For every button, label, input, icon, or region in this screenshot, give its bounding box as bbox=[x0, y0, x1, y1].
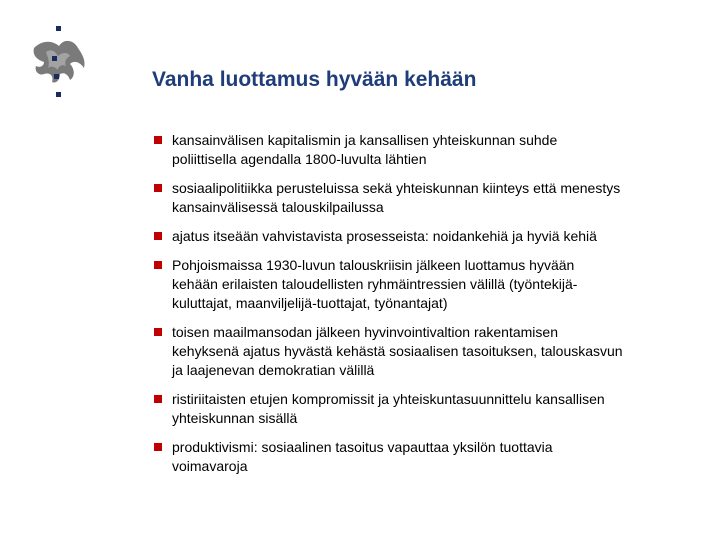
university-of-helsinki-flame-logo-icon bbox=[26, 26, 90, 98]
slide-title: Vanha luottamus hyvään kehään bbox=[152, 68, 477, 91]
bullet-item bbox=[154, 179, 694, 217]
bullet-text: produktivismi: sosiaalinen tasoitus vapauttaa yksilön tuottavia voimavaroja bbox=[172, 439, 553, 474]
bullet-text: toisen maailmansodan jälkeen hyvinvointivaltion rakentamisen kehyksenä ajatus hyvästä kehästä sosiaalisen tasoituksen, talouskasvun ja laajenevan demokratian välillä bbox=[172, 324, 623, 378]
bullet-square-icon bbox=[154, 261, 162, 269]
bullet-square-icon bbox=[154, 136, 162, 144]
bullet-item bbox=[154, 390, 694, 428]
bullet-square-icon bbox=[154, 328, 162, 336]
bullet-text: sosiaalipolitiikka perusteluissa sekä yhteiskunnan kiinteys että menestys kansainvälisessä talouskilpailussa bbox=[172, 180, 621, 215]
bullet-square-icon bbox=[154, 443, 162, 451]
bullet-text: ristiriitaisten etujen kompromissit ja yhteiskuntasuunnittelu kansallisen yhteiskunnan sisällä bbox=[172, 391, 605, 426]
bullet-square-icon bbox=[154, 395, 162, 403]
bullet-text: kansainvälisen kapitalismin ja kansallisen yhteiskunnan suhde poliittisella agendalla 1800-luvulta lähtien bbox=[172, 132, 558, 167]
bullet-text: ajatus itseään vahvistavista prosesseista: noidankehiä ja hyviä kehiä bbox=[172, 228, 597, 244]
bullet-item bbox=[154, 131, 694, 169]
bullet-text: Pohjoismaissa 1930-luvun talouskriisin jälkeen luottamus hyvään kehään erilaisten taloudellisten ryhmäintressien välillä (työntekijä- kuluttajat, maanviljelijä-tuottajat, työnantajat) bbox=[172, 257, 578, 311]
bullet-item bbox=[154, 256, 694, 313]
bullet-item bbox=[154, 323, 694, 380]
bullet-list bbox=[154, 131, 694, 476]
bullet-item bbox=[154, 438, 694, 476]
bullet-square-icon bbox=[154, 184, 162, 192]
bullet-square-icon bbox=[154, 232, 162, 240]
bullet-item bbox=[154, 227, 694, 246]
